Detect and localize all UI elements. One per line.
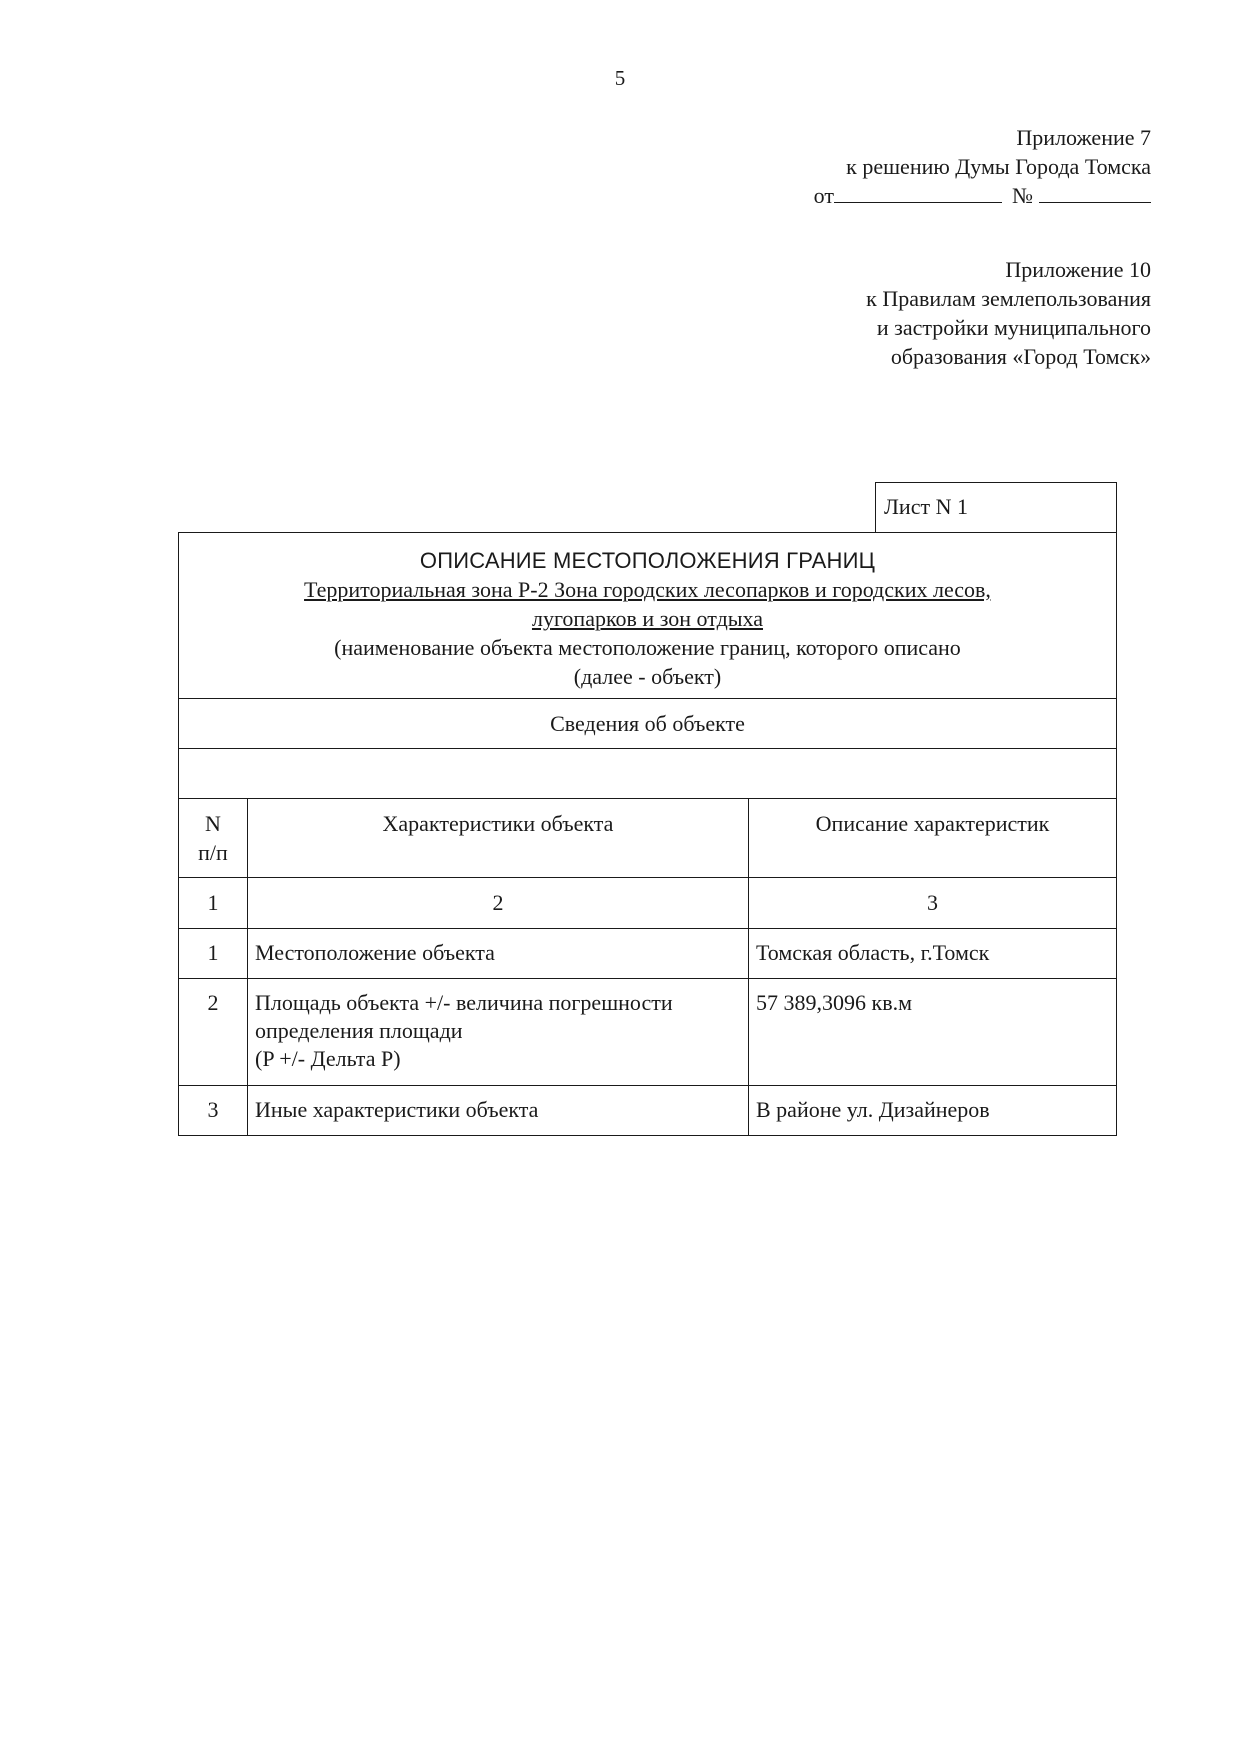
number-blank	[1039, 183, 1151, 203]
area-line-3: (P +/- Дельта P)	[255, 1045, 401, 1071]
row-description: 57 389,3096 кв.м	[749, 978, 1117, 1085]
row-description: Томская область, г.Томск	[749, 928, 1117, 978]
header-description: Описание характеристик	[749, 799, 1117, 877]
column-number-2: 2	[248, 877, 749, 928]
sheet-number-label: Лист N 1	[884, 494, 968, 519]
column-number-3: 3	[749, 877, 1117, 928]
title-block	[179, 533, 1116, 699]
zone-name-line-1: Территориальная зона Р-2 Зона городских лесопарков и городских лесов,	[304, 577, 991, 602]
row-number: 2	[179, 978, 248, 1085]
row-characteristic: Местоположение объекта	[248, 928, 749, 978]
appendix-7-title: Приложение 7	[1016, 125, 1151, 150]
appendix-10-line-4: образования «Город Томск»	[890, 344, 1151, 369]
header-number-cell	[179, 799, 248, 877]
row-description: В районе ул. Дизайнеров	[749, 1085, 1117, 1135]
appendix-7-date-number-line	[814, 181, 1151, 210]
header-characteristics: Характеристики объекта	[248, 799, 749, 877]
section-title: Сведения об объекте	[179, 699, 1116, 749]
object-caption-line-1: (наименование объекта местоположение границ, которого описано	[334, 635, 961, 660]
sheet-number-box	[875, 482, 1117, 532]
row-characteristic: Иные характеристики объекта	[248, 1085, 749, 1135]
area-line-1: Площадь объекта +/- величина погрешности	[255, 989, 673, 1015]
empty-row	[179, 749, 1116, 799]
table-row	[179, 1085, 1116, 1135]
from-label: от	[813, 183, 834, 208]
area-line-2: определения площади	[255, 1017, 463, 1043]
object-caption-line-2: (далее - объект)	[573, 664, 722, 689]
date-blank	[834, 183, 1002, 203]
header-number-line-2: п/п	[198, 840, 228, 865]
document-title: ОПИСАНИЕ МЕСТОПОЛОЖЕНИЯ ГРАНИЦ	[419, 548, 876, 573]
appendix-10-line-2: к Правилам землепользования	[866, 286, 1151, 311]
appendix-10-header	[866, 255, 1151, 371]
column-number-1: 1	[179, 877, 248, 928]
page-number: 5	[614, 66, 626, 90]
appendix-10-title: Приложение 10	[1005, 257, 1151, 282]
row-number: 1	[179, 928, 248, 978]
table-row	[179, 928, 1116, 978]
zone-name-line-2: лугопарков и зон отдыха	[531, 606, 764, 631]
appendix-7-decision: к решению Думы Города Томска	[846, 154, 1151, 179]
appendix-7-header	[814, 123, 1151, 210]
number-label: №	[1012, 183, 1033, 208]
appendix-10-line-3: и застройки муниципального	[876, 315, 1151, 340]
boundary-description-form	[178, 532, 1117, 1136]
table-header-row	[179, 799, 1116, 877]
row-number: 3	[179, 1085, 248, 1135]
object-info-table	[179, 799, 1116, 1135]
row-characteristic	[248, 978, 749, 1085]
table-row	[179, 978, 1116, 1085]
header-number-line-1: N	[205, 811, 221, 836]
column-number-row	[179, 877, 1116, 928]
